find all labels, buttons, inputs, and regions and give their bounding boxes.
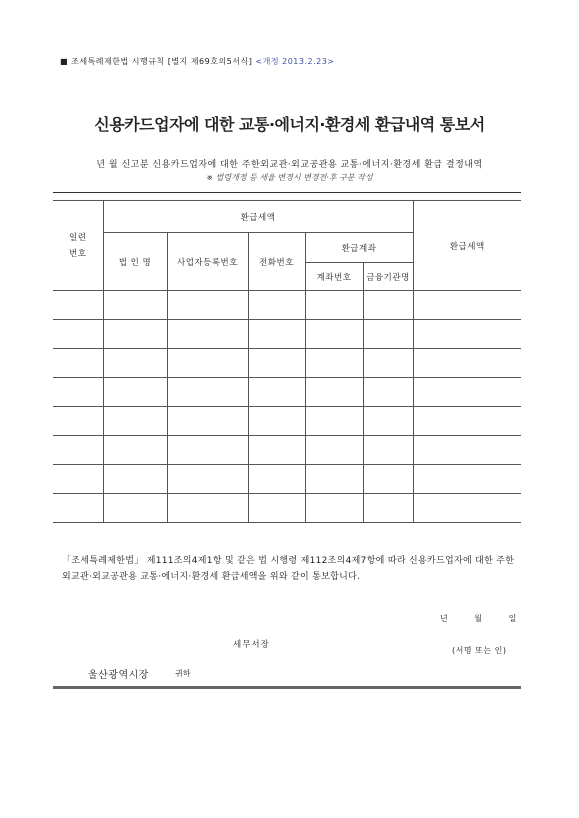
table-cell[interactable]: [363, 407, 413, 436]
table-cell[interactable]: [305, 378, 363, 407]
honorific: 귀하: [175, 669, 191, 678]
table-row: [53, 436, 521, 465]
table-cell[interactable]: [363, 320, 413, 349]
top-rule: [53, 192, 521, 193]
table-cell[interactable]: [53, 436, 103, 465]
header-refund-amount: 환급세액: [413, 201, 521, 291]
table-cell[interactable]: [103, 349, 167, 378]
table-cell[interactable]: [167, 291, 248, 320]
table-cell[interactable]: [305, 494, 363, 523]
table-cell[interactable]: [167, 407, 248, 436]
tax-office-head: 세무서장: [233, 640, 270, 650]
table-cell[interactable]: [413, 436, 521, 465]
table-cell[interactable]: [53, 291, 103, 320]
header-business-number: 사업자등록번호: [167, 233, 248, 291]
table-cell[interactable]: [413, 291, 521, 320]
header-phone: 전화번호: [248, 233, 305, 291]
page-title: 신용카드업자에 대한 교통·에너지·환경세 환급내역 통보서: [94, 115, 485, 134]
date-month: 월: [474, 614, 483, 623]
header-refund-group: 환급세액: [103, 201, 413, 233]
refund-table: [53, 200, 521, 523]
table-cell[interactable]: [413, 378, 521, 407]
table-cell[interactable]: [103, 465, 167, 494]
table-cell[interactable]: [363, 436, 413, 465]
table-cell[interactable]: [413, 465, 521, 494]
signature-note: (서명 또는 인): [452, 646, 507, 655]
table-row: [53, 349, 521, 378]
table-cell[interactable]: [103, 436, 167, 465]
table-cell[interactable]: [53, 320, 103, 349]
table-cell[interactable]: [413, 349, 521, 378]
date-day: 일: [508, 614, 517, 623]
recipient: 울산광역시장: [88, 670, 149, 681]
table-cell[interactable]: [248, 349, 305, 378]
table-cell[interactable]: [167, 436, 248, 465]
table-cell[interactable]: [248, 436, 305, 465]
table-cell[interactable]: [305, 320, 363, 349]
sub-note: ※ 법령개정 등 세율 변경시 변경전·후 구분 작성: [206, 173, 373, 182]
table-cell[interactable]: [53, 378, 103, 407]
table-cell[interactable]: [305, 291, 363, 320]
bottom-rule: [53, 686, 521, 689]
table-cell[interactable]: [167, 465, 248, 494]
form-reference: [60, 56, 335, 67]
table-cell[interactable]: [53, 349, 103, 378]
table-cell[interactable]: [167, 494, 248, 523]
table-row: [53, 494, 521, 523]
table-cell[interactable]: [103, 494, 167, 523]
header-serial-number: 일련 번호: [53, 201, 103, 291]
table-cell[interactable]: [413, 320, 521, 349]
header-bank-name: 금융기관명: [363, 263, 413, 291]
table-cell[interactable]: [413, 407, 521, 436]
header-account-number: 계좌번호: [305, 263, 363, 291]
table-cell[interactable]: [248, 320, 305, 349]
header-account-group: 환급계좌: [305, 233, 413, 263]
table-cell[interactable]: [248, 407, 305, 436]
revision-date: <개정 2013.2.23>: [255, 57, 335, 66]
table-cell[interactable]: [248, 465, 305, 494]
date-year: 년: [440, 614, 448, 623]
table-cell[interactable]: [413, 494, 521, 523]
table-cell[interactable]: [363, 465, 413, 494]
table-cell[interactable]: [305, 349, 363, 378]
table-cell[interactable]: [167, 349, 248, 378]
table-cell[interactable]: [53, 465, 103, 494]
table-cell[interactable]: [167, 320, 248, 349]
table-row: [53, 291, 521, 320]
table-row: [53, 320, 521, 349]
table-cell[interactable]: [53, 494, 103, 523]
table-cell[interactable]: [103, 378, 167, 407]
table-cell[interactable]: [363, 291, 413, 320]
date-line: [440, 613, 540, 624]
table-cell[interactable]: [103, 320, 167, 349]
table-cell[interactable]: [248, 494, 305, 523]
notice-text: 「조세특례제한법」 제111조의4제1항 및 같은 법 시행령 제112조의4제7항에 따라 신용카드업자에 대한 주한외교관·외교공관용 교통·에너지·환경세 환급세액을 위와 같이 통보합니다.: [62, 556, 515, 582]
table-row: [53, 465, 521, 494]
table-cell[interactable]: [248, 291, 305, 320]
table-row: [53, 407, 521, 436]
table-cell[interactable]: [305, 436, 363, 465]
table-cell[interactable]: [248, 378, 305, 407]
table-row: [53, 378, 521, 407]
form-reference-text: ■ 조세특례제한법 시행규칙 [별지 제69호의5서식]: [60, 57, 253, 66]
subtitle: 년 월 신고분 신용카드업자에 대한 주한외교관·외교공관용 교통·에너지·환경세 환급 결정내역: [96, 160, 483, 170]
table-cell[interactable]: [53, 407, 103, 436]
table-cell[interactable]: [305, 465, 363, 494]
table-cell[interactable]: [363, 494, 413, 523]
table-cell[interactable]: [363, 378, 413, 407]
table-cell[interactable]: [305, 407, 363, 436]
header-corp-name: 법 인 명: [103, 233, 167, 291]
table-cell[interactable]: [363, 349, 413, 378]
table-cell[interactable]: [167, 378, 248, 407]
table-cell[interactable]: [103, 407, 167, 436]
table-cell[interactable]: [103, 291, 167, 320]
